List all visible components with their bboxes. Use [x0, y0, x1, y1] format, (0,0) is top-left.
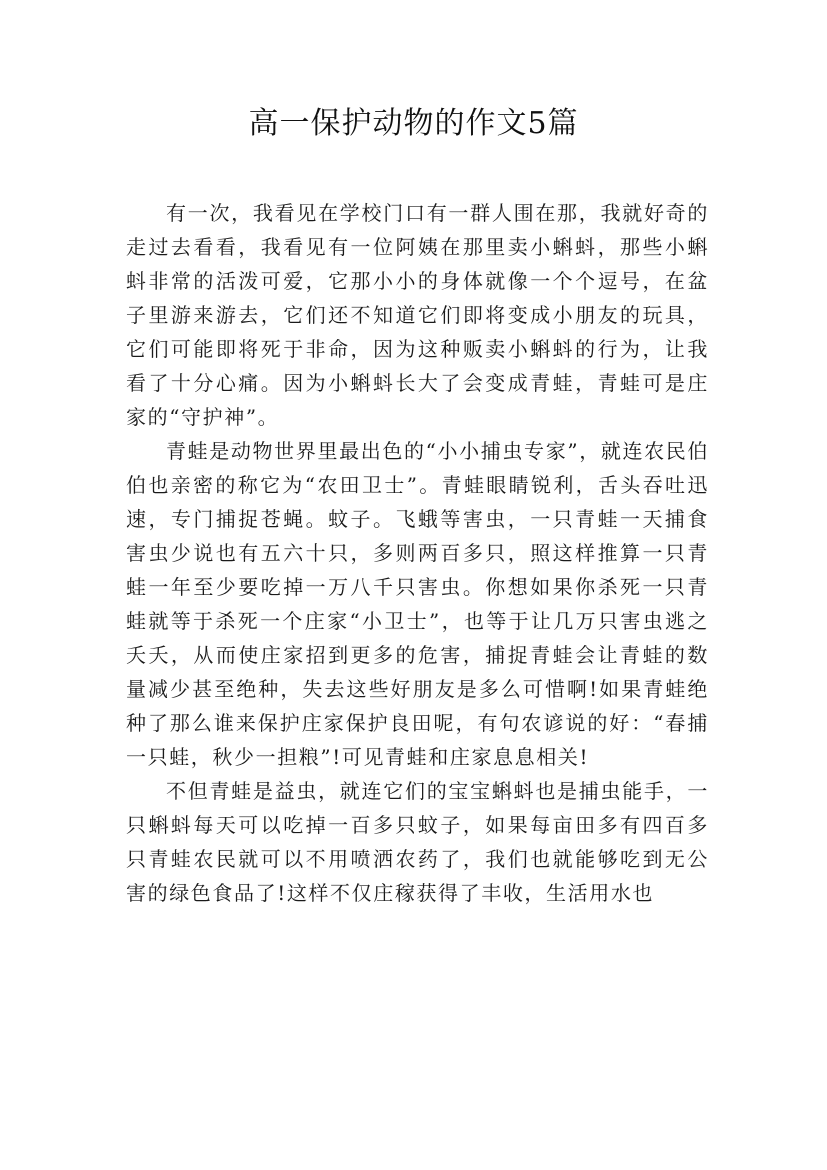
- document-title: 高一保护动物的作文5篇: [248, 106, 579, 141]
- paragraph-2: 青蛙是动物世界里最出色的“小小捕虫专家”，就连农民伯伯也亲密的称它为“农田卫士”。青蛙眼睛锐利，舌头吞吐迅速，专门捕捉苍蝇。蚊子。飞蛾等害虫，一只青蛙一天捕食害虫少说也有五六十只，多则两百多只，照这样推算一只青蛙一年至少要吃掉一万八千只害虫。你想如果你杀死一只青蛙就等于杀死一个庄家“小卫士”，也等于让几万只害虫逃之夭夭，从而使庄家招到更多的危害，捕捉青蛙会让青蛙的数量减少甚至绝种，失去这些好朋友是多么可惜啊!如果青蛙绝种了那么谁来保护庄家保护良田呢，有句农谚说的好：“春捕一只蛙，秋少一担粮”!可见青蛙和庄家息息相关!: [126, 439, 709, 769]
- paragraph-3: 不但青蛙是益虫，就连它们的宝宝蝌蚪也是捕虫能手，一只蝌蚪每天可以吃掉一百多只蚊子，如果每亩田多有四百多只青蛙农民就可以不用喷洒农药了，我们也就能够吃到无公害的绿色食品了!这样不仅庄稼获得了丰收，生活用水也: [126, 779, 709, 905]
- document-body: [126, 196, 709, 910]
- paragraph-1: 有一次，我看见在学校门口有一群人围在那，我就好奇的走过去看看，我看见有一位阿姨在那里卖小蝌蚪，那些小蝌蚪非常的活泼可爱，它那小小的身体就像一个个逗号，在盆子里游来游去，它们还不知道它们即将变成小朋友的玩具，它们可能即将死于非命，因为这种贩卖小蝌蚪的行为，让我看了十分心痛。因为小蝌蚪长大了会变成青蛙，青蛙可是庄家的“守护神”。: [126, 201, 709, 429]
